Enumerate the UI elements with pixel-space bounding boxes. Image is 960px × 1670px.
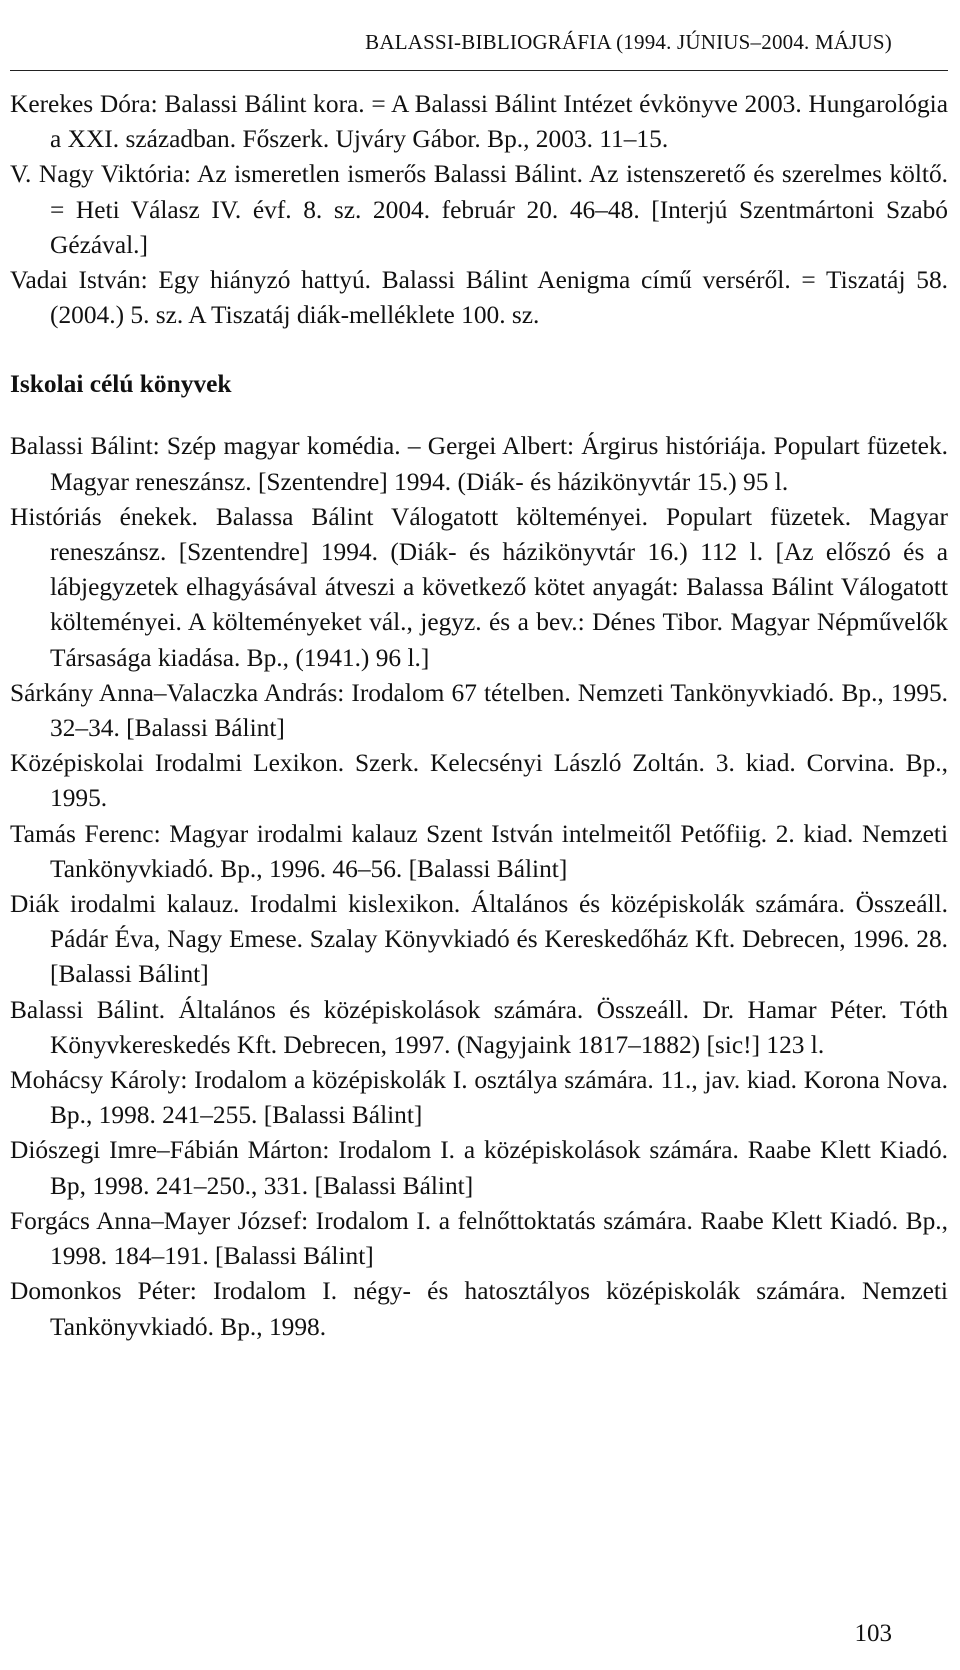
bibliography-entry: Diószegi Imre–Fábián Márton: Irodalom I. a középiskolások számára. Raabe Klett Kiadó. Bp, 1998. 241–250., 331. [Balassi Bálint] xyxy=(10,1136,948,1200)
bibliography-entry: Tamás Ferenc: Magyar irodalmi kalauz Szent István intelmeitől Petőfiig. 2. kiad. Nemzeti Tankönyvkiadó. Bp., 1996. 46–56. [Balassi Bálint] xyxy=(10,819,948,883)
bibliography-entry: Balassi Bálint. Általános és középiskolások számára. Összeáll. Dr. Hamar Péter. Tóth Könyvkereskedés Kft. Debrecen, 1997. (Nagyjaink 1817–1882) [sic!] 123 l. xyxy=(10,995,948,1059)
section-heading: Iskolai célú könyvek xyxy=(10,370,232,399)
bibliography-entry: Sárkány Anna–Valaczka András: Irodalom 67 tételben. Nemzeti Tankönyvkiadó. Bp., 1995. 32–34. [Balassi Bálint] xyxy=(10,678,948,743)
bibliography-entry: Balassi Bálint: Szép magyar komédia. – Gergei Albert: Árgirus históriája. Populart füzetek. Magyar reneszánsz. [Szentendre] 1994. (Diák- és házikönyvtár 15.) 95 l. xyxy=(10,432,948,496)
bibliography-entry: Forgács Anna–Mayer József: Irodalom I. a felnőttoktatás számára. Raabe Klett Kiadó. Bp., 1998. 184–191. [Balassi Bálint] xyxy=(10,1206,948,1271)
bibliography-entry: Históriás énekek. Balassa Bálint Válogatott költeményei. Populart füzetek. Magyar reneszánsz. [Szentendre] 1994. (Diák- és házikönyvtár 16.) 112 l. [Az előszó és a lábjegyzetek elhagyásával átveszi a következő kötet anyagát: Balassa Bálint Válogatott költeményei. A költeményeket vál., jegyz. és a bev.: Dénes Tibor. Magyar Népművelők Társasága kiadása. Bp., (1941.) 96 l.] xyxy=(10,502,948,672)
page-number: 103 xyxy=(854,1620,892,1647)
bibliography-body xyxy=(10,87,948,1345)
bibliography-entry: Diák irodalmi kalauz. Irodalmi kislexikon. Általános és középiskolák számára. Összeáll. Pádár Éva, Nagy Emese. Szalay Könyvkiadó és Kereskedőház Kft. Debrecen, 1996. 28. [Balassi Bálint] xyxy=(10,890,948,989)
bibliography-entry: Vadai István: Egy hiányzó hattyú. Balassi Bálint Aenigma című verséről. = Tiszatáj 58. (2004.) 5. sz. A Tiszatáj diák-melléklete 100. sz. xyxy=(10,266,948,330)
bibliography-entry: Középiskolai Irodalmi Lexikon. Szerk. Kelecsényi László Zoltán. 3. kiad. Corvina. Bp., 1995. xyxy=(10,749,948,813)
header-divider xyxy=(10,70,948,71)
bibliography-entry: Mohácsy Károly: Irodalom a középiskolák I. osztálya számára. 11., jav. kiad. Korona Nova. Bp., 1998. 241–255. [Balassi Bálint] xyxy=(10,1066,948,1130)
bibliography-entry: Kerekes Dóra: Balassi Bálint kora. = A Balassi Bálint Intézet évkönyve 2003. Hungarológia a XXI. században. Főszerk. Ujváry Gábor. Bp., 2003. 11–15. xyxy=(10,90,948,154)
bibliography-entry: V. Nagy Viktória: Az ismeretlen ismerős Balassi Bálint. Az istenszerető és szerelmes költő. = Heti Válasz IV. évf. 8. sz. 2004. február 20. 46–48. [Interjú Szentmártoni Szabó Gézával.] xyxy=(10,160,948,259)
running-header: BALASSI-BIBLIOGRÁFIA (1994. JÚNIUS–2004. MÁJUS) xyxy=(365,30,892,54)
bibliography-entry: Domonkos Péter: Irodalom I. négy- és hatosztályos középiskolák számára. Nemzeti Tankönyvkiadó. Bp., 1998. xyxy=(10,1277,948,1341)
